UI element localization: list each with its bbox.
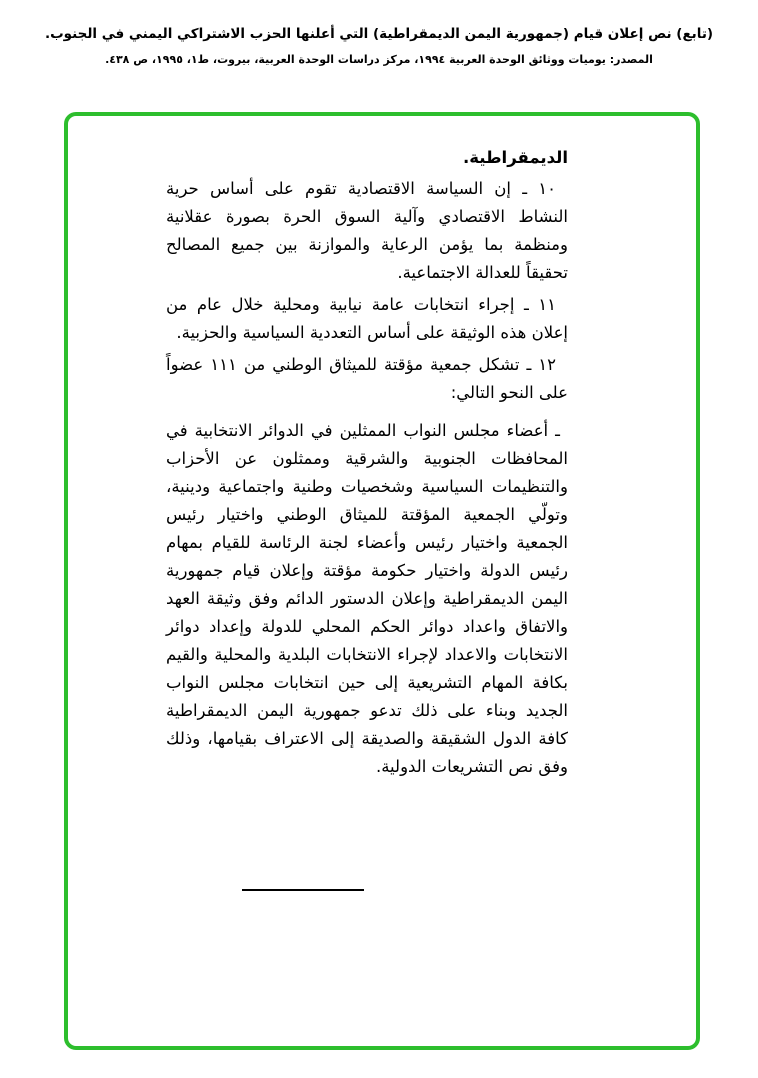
divider-line [242,889,364,891]
paragraph-heading: الديمقراطية. [463,148,568,167]
document-body [166,144,568,785]
paragraph-item-12: ١٢ ـ تشكل جمعية مؤقتة للميثاق الوطني من ١١١ عضواً على النحو التالي: [166,355,568,402]
paragraph-item-10: ١٠ ـ إن السياسة الاقتصادية تقوم على أساس حرية النشاط الاقتصادي وآلية السوق الحرة بصورة عقلانية ومنظمة بما يؤمن الرعاية والموازنة بين جميع المصالح تحقيقاً للعدالة الاجتماعية. [166,179,568,282]
source-citation: المصدر: يوميات ووثائق الوحدة العربية ١٩٩٤، مركز دراسات الوحدة العربية، بيروت، ط١، ١٩٩٥، ص ٤٣٨. [105,53,653,66]
paragraph-members-list: ـ أعضاء مجلس النواب الممثلين في الدوائر الانتخابية في المحافظات الجنوبية والشرقية وممثلون عن الأحزاب والتنظيمات السياسية وشخصيات وطنية واجتماعية ودينية، وتولّي الجمعية المؤقتة للميثاق الوطني واختيار رئيس الجمعية واختيار رئيس وأعضاء لجنة الرئاسة للقيام بمهام رئيس الدولة واختيار حكومة مؤقتة وإعلان قيام جمهورية اليمن الديمقراطية وإعلان الدستور الدائم وفق وثيقة العهد والاتفاق واعداد دوائر الحكم المحلي للدولة وإعداد دوائر الانتخابات والاعداد لإجراء الانتخابات البلدية والمحلية والقيم بكافة المهام التشريعية إلى حين انتخابات مجلس النواب الجديد وبناء على ذلك تدعو جمهورية اليمن الديمقراطية كافة الدول الشقيقة والصديقة إلى الاعتراف بقيامها، وذلك وفق نص التشريعات الدولية. [166,421,568,776]
page-header [0,0,758,66]
paragraph-item-11: ١١ ـ إجراء انتخابات عامة نيابية ومحلية خلال عام من إعلان هذه الوثيقة على أساس التعددية السياسية والحزبية. [166,295,568,342]
document-frame [64,112,700,1050]
document-caption: (تابع) نص إعلان قيام (جمهورية اليمن الديمقراطية) التي أعلنها الحزب الاشتراكي اليمني في الجنوب. [44,26,714,42]
